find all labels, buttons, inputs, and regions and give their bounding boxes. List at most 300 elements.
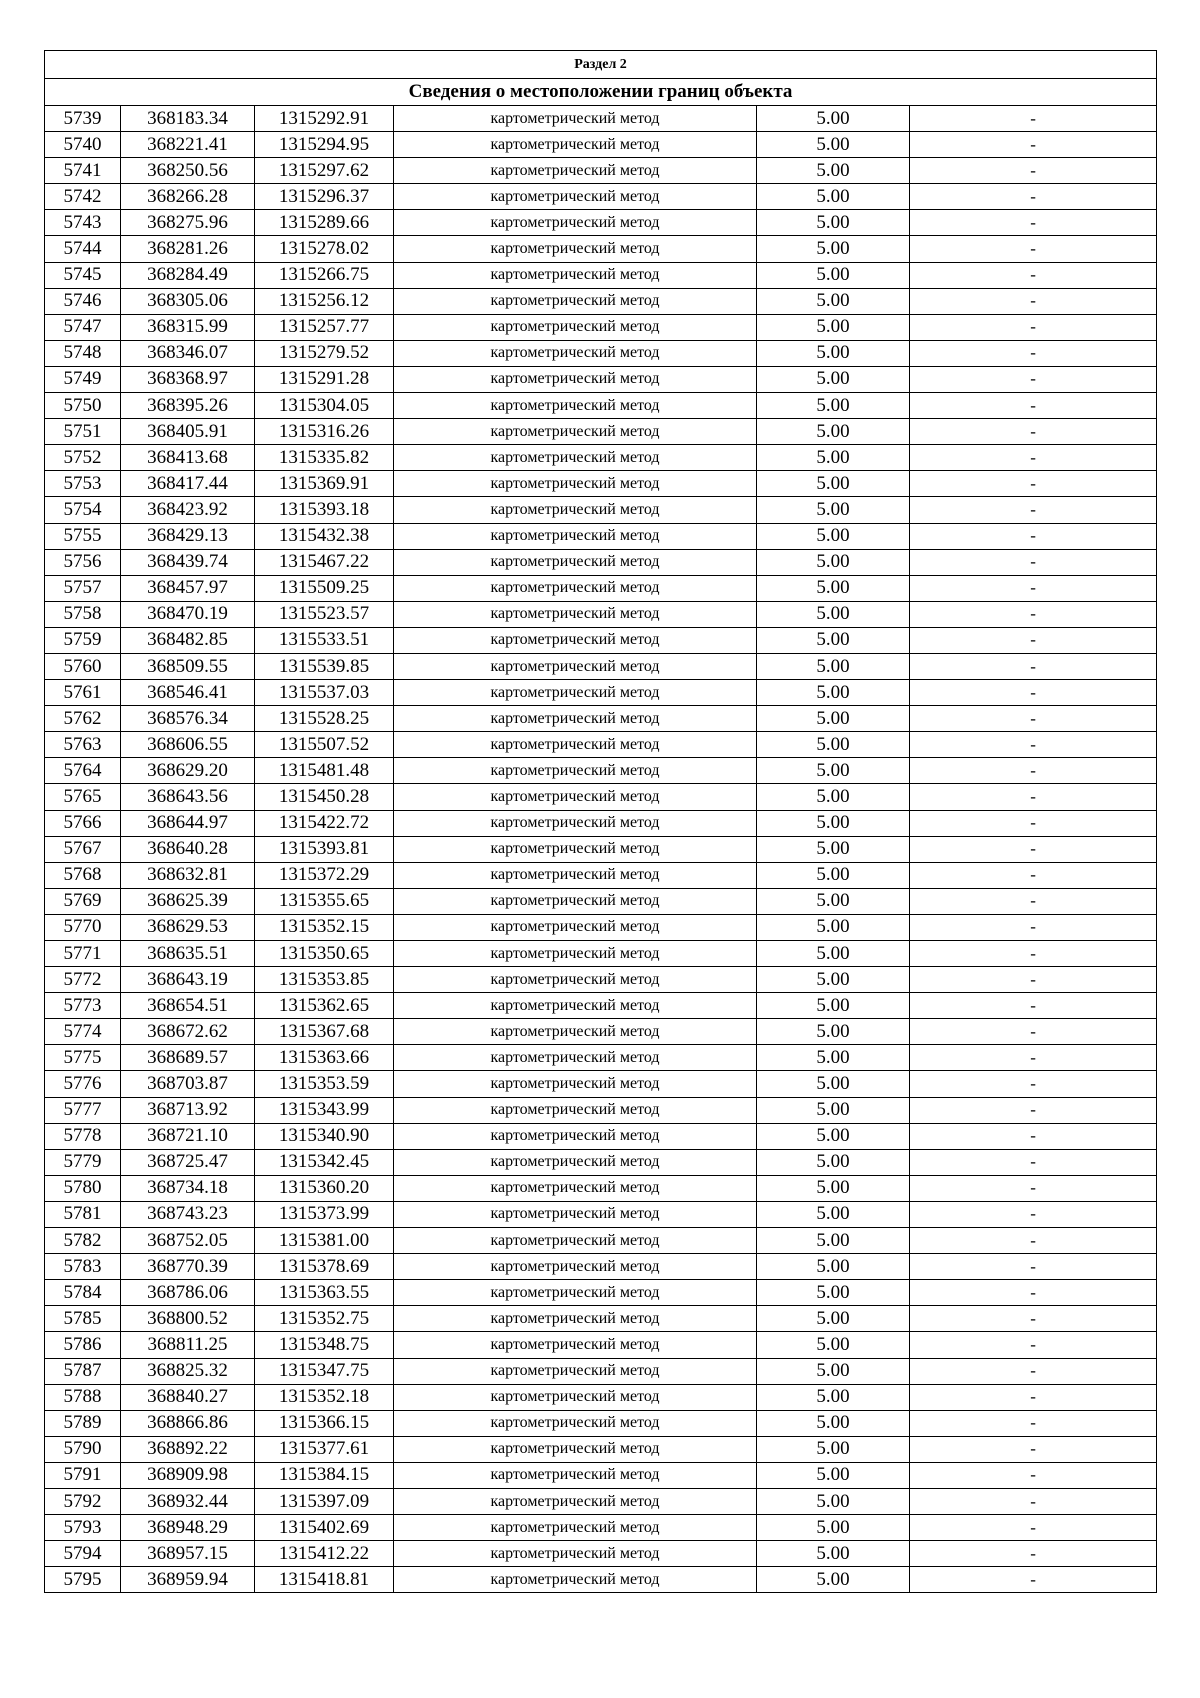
point-number-cell: 5794 [45,1541,121,1567]
y-coordinate-cell: 1315397.09 [255,1488,394,1514]
point-number-cell: 5784 [45,1280,121,1306]
table-row [45,1228,1157,1254]
accuracy-cell: 5.00 [757,888,910,914]
point-number-cell: 5779 [45,1149,121,1175]
title-header-row [45,79,1157,106]
accuracy-cell: 5.00 [757,575,910,601]
table-row [45,1384,1157,1410]
method-cell: картометрический метод [394,393,757,419]
method-cell: картометрический метод [394,184,757,210]
point-number-cell: 5754 [45,497,121,523]
method-cell: картометрический метод [394,1228,757,1254]
description-cell: - [910,653,1157,679]
method-cell: картометрический метод [394,627,757,653]
method-cell: картометрический метод [394,1488,757,1514]
description-cell: - [910,1384,1157,1410]
description-cell: - [910,888,1157,914]
x-coordinate-cell: 368643.56 [121,784,255,810]
description-cell: - [910,810,1157,836]
accuracy-cell: 5.00 [757,393,910,419]
method-cell: картометрический метод [394,1254,757,1280]
point-number-cell: 5786 [45,1332,121,1358]
method-cell: картометрический метод [394,340,757,366]
point-number-cell: 5778 [45,1123,121,1149]
accuracy-cell: 5.00 [757,1567,910,1593]
x-coordinate-cell: 368713.92 [121,1097,255,1123]
y-coordinate-cell: 1315294.95 [255,132,394,158]
accuracy-cell: 5.00 [757,523,910,549]
point-number-cell: 5776 [45,1071,121,1097]
description-cell: - [910,1175,1157,1201]
table-row [45,1149,1157,1175]
accuracy-cell: 5.00 [757,862,910,888]
y-coordinate-cell: 1315335.82 [255,445,394,471]
point-number-cell: 5740 [45,132,121,158]
accuracy-cell: 5.00 [757,340,910,366]
description-cell: - [910,836,1157,862]
accuracy-cell: 5.00 [757,1332,910,1358]
description-cell: - [910,1306,1157,1332]
table-row [45,967,1157,993]
method-cell: картометрический метод [394,1567,757,1593]
x-coordinate-cell: 368509.55 [121,653,255,679]
point-number-cell: 5751 [45,419,121,445]
table-row [45,549,1157,575]
y-coordinate-cell: 1315393.81 [255,836,394,862]
x-coordinate-cell: 368643.19 [121,967,255,993]
accuracy-cell: 5.00 [757,1175,910,1201]
y-coordinate-cell: 1315316.26 [255,419,394,445]
table-row [45,1201,1157,1227]
description-cell: - [910,1097,1157,1123]
method-cell: картометрический метод [394,810,757,836]
table-row [45,941,1157,967]
method-cell: картометрический метод [394,862,757,888]
table-body [45,51,1157,1593]
description-cell: - [910,1332,1157,1358]
x-coordinate-cell: 368576.34 [121,706,255,732]
table-row [45,1332,1157,1358]
method-cell: картометрический метод [394,601,757,627]
x-coordinate-cell: 368281.26 [121,236,255,262]
method-cell: картометрический метод [394,262,757,288]
x-coordinate-cell: 368439.74 [121,549,255,575]
table-row [45,158,1157,184]
point-number-cell: 5780 [45,1175,121,1201]
table-row [45,653,1157,679]
table-row [45,314,1157,340]
description-cell: - [910,1462,1157,1488]
x-coordinate-cell: 368482.85 [121,627,255,653]
table-title: Сведения о местоположении границ объекта [45,79,1157,106]
method-cell: картометрический метод [394,1123,757,1149]
accuracy-cell: 5.00 [757,1280,910,1306]
y-coordinate-cell: 1315292.91 [255,106,394,132]
y-coordinate-cell: 1315363.66 [255,1045,394,1071]
y-coordinate-cell: 1315450.28 [255,784,394,810]
method-cell: картометрический метод [394,575,757,601]
point-number-cell: 5755 [45,523,121,549]
y-coordinate-cell: 1315422.72 [255,810,394,836]
table-row [45,1175,1157,1201]
x-coordinate-cell: 368725.47 [121,1149,255,1175]
method-cell: картометрический метод [394,836,757,862]
point-number-cell: 5743 [45,210,121,236]
y-coordinate-cell: 1315353.85 [255,967,394,993]
y-coordinate-cell: 1315278.02 [255,236,394,262]
y-coordinate-cell: 1315256.12 [255,288,394,314]
description-cell: - [910,993,1157,1019]
method-cell: картометрический метод [394,1097,757,1123]
table-row [45,184,1157,210]
x-coordinate-cell: 368800.52 [121,1306,255,1332]
x-coordinate-cell: 368959.94 [121,1567,255,1593]
x-coordinate-cell: 368413.68 [121,445,255,471]
x-coordinate-cell: 368315.99 [121,314,255,340]
description-cell: - [910,1123,1157,1149]
method-cell: картометрический метод [394,132,757,158]
method-cell: картометрический метод [394,758,757,784]
y-coordinate-cell: 1315257.77 [255,314,394,340]
description-cell: - [910,523,1157,549]
y-coordinate-cell: 1315342.45 [255,1149,394,1175]
x-coordinate-cell: 368183.34 [121,106,255,132]
point-number-cell: 5762 [45,706,121,732]
table-row [45,471,1157,497]
description-cell: - [910,236,1157,262]
x-coordinate-cell: 368948.29 [121,1515,255,1541]
x-coordinate-cell: 368395.26 [121,393,255,419]
point-number-cell: 5748 [45,340,121,366]
description-cell: - [910,706,1157,732]
accuracy-cell: 5.00 [757,471,910,497]
x-coordinate-cell: 368644.97 [121,810,255,836]
description-cell: - [910,366,1157,392]
x-coordinate-cell: 368743.23 [121,1201,255,1227]
table-row [45,106,1157,132]
table-row [45,1488,1157,1514]
description-cell: - [910,210,1157,236]
y-coordinate-cell: 1315362.65 [255,993,394,1019]
table-row [45,732,1157,758]
x-coordinate-cell: 368932.44 [121,1488,255,1514]
accuracy-cell: 5.00 [757,1228,910,1254]
accuracy-cell: 5.00 [757,680,910,706]
method-cell: картометрический метод [394,210,757,236]
table-row [45,575,1157,601]
x-coordinate-cell: 368840.27 [121,1384,255,1410]
accuracy-cell: 5.00 [757,601,910,627]
x-coordinate-cell: 368654.51 [121,993,255,1019]
point-number-cell: 5757 [45,575,121,601]
x-coordinate-cell: 368866.86 [121,1410,255,1436]
point-number-cell: 5750 [45,393,121,419]
y-coordinate-cell: 1315350.65 [255,941,394,967]
method-cell: картометрический метод [394,993,757,1019]
point-number-cell: 5768 [45,862,121,888]
x-coordinate-cell: 368629.20 [121,758,255,784]
x-coordinate-cell: 368221.41 [121,132,255,158]
method-cell: картометрический метод [394,236,757,262]
point-number-cell: 5770 [45,914,121,940]
table-row [45,1306,1157,1332]
x-coordinate-cell: 368470.19 [121,601,255,627]
accuracy-cell: 5.00 [757,314,910,340]
accuracy-cell: 5.00 [757,1097,910,1123]
method-cell: картометрический метод [394,1149,757,1175]
accuracy-cell: 5.00 [757,914,910,940]
table-row [45,810,1157,836]
description-cell: - [910,732,1157,758]
description-cell: - [910,497,1157,523]
y-coordinate-cell: 1315340.90 [255,1123,394,1149]
y-coordinate-cell: 1315418.81 [255,1567,394,1593]
accuracy-cell: 5.00 [757,1071,910,1097]
accuracy-cell: 5.00 [757,627,910,653]
y-coordinate-cell: 1315369.91 [255,471,394,497]
table-row [45,497,1157,523]
description-cell: - [910,601,1157,627]
accuracy-cell: 5.00 [757,132,910,158]
table-row [45,1567,1157,1593]
method-cell: картометрический метод [394,784,757,810]
point-number-cell: 5763 [45,732,121,758]
point-number-cell: 5774 [45,1019,121,1045]
x-coordinate-cell: 368275.96 [121,210,255,236]
description-cell: - [910,1410,1157,1436]
x-coordinate-cell: 368423.92 [121,497,255,523]
accuracy-cell: 5.00 [757,732,910,758]
y-coordinate-cell: 1315523.57 [255,601,394,627]
description-cell: - [910,862,1157,888]
table-row [45,340,1157,366]
table-row [45,262,1157,288]
accuracy-cell: 5.00 [757,262,910,288]
description-cell: - [910,1254,1157,1280]
accuracy-cell: 5.00 [757,1384,910,1410]
accuracy-cell: 5.00 [757,784,910,810]
accuracy-cell: 5.00 [757,653,910,679]
method-cell: картометрический метод [394,653,757,679]
description-cell: - [910,1071,1157,1097]
description-cell: - [910,262,1157,288]
accuracy-cell: 5.00 [757,445,910,471]
point-number-cell: 5767 [45,836,121,862]
description-cell: - [910,1567,1157,1593]
accuracy-cell: 5.00 [757,836,910,862]
x-coordinate-cell: 368629.53 [121,914,255,940]
table-row [45,445,1157,471]
description-cell: - [910,1201,1157,1227]
table-row [45,1541,1157,1567]
x-coordinate-cell: 368689.57 [121,1045,255,1071]
description-cell: - [910,471,1157,497]
coordinates-table [44,50,1157,1593]
table-row [45,758,1157,784]
method-cell: картометрический метод [394,1045,757,1071]
method-cell: картометрический метод [394,366,757,392]
accuracy-cell: 5.00 [757,1045,910,1071]
description-cell: - [910,340,1157,366]
point-number-cell: 5765 [45,784,121,810]
point-number-cell: 5739 [45,106,121,132]
accuracy-cell: 5.00 [757,993,910,1019]
method-cell: картометрический метод [394,314,757,340]
method-cell: картометрический метод [394,471,757,497]
accuracy-cell: 5.00 [757,1436,910,1462]
y-coordinate-cell: 1315378.69 [255,1254,394,1280]
method-cell: картометрический метод [394,706,757,732]
x-coordinate-cell: 368892.22 [121,1436,255,1462]
x-coordinate-cell: 368546.41 [121,680,255,706]
y-coordinate-cell: 1315377.61 [255,1436,394,1462]
y-coordinate-cell: 1315393.18 [255,497,394,523]
table-row [45,1410,1157,1436]
y-coordinate-cell: 1315353.59 [255,1071,394,1097]
point-number-cell: 5759 [45,627,121,653]
accuracy-cell: 5.00 [757,236,910,262]
point-number-cell: 5793 [45,1515,121,1541]
table-row [45,288,1157,314]
x-coordinate-cell: 368405.91 [121,419,255,445]
description-cell: - [910,393,1157,419]
description-cell: - [910,1541,1157,1567]
point-number-cell: 5785 [45,1306,121,1332]
table-row [45,862,1157,888]
method-cell: картометрический метод [394,1515,757,1541]
accuracy-cell: 5.00 [757,1488,910,1514]
description-cell: - [910,1436,1157,1462]
method-cell: картометрический метод [394,1306,757,1332]
method-cell: картометрический метод [394,445,757,471]
accuracy-cell: 5.00 [757,706,910,732]
description-cell: - [910,758,1157,784]
table-row [45,419,1157,445]
description-cell: - [910,1228,1157,1254]
accuracy-cell: 5.00 [757,967,910,993]
accuracy-cell: 5.00 [757,549,910,575]
y-coordinate-cell: 1315296.37 [255,184,394,210]
section-header-row [45,51,1157,79]
point-number-cell: 5790 [45,1436,121,1462]
y-coordinate-cell: 1315348.75 [255,1332,394,1358]
description-cell: - [910,575,1157,601]
point-number-cell: 5782 [45,1228,121,1254]
accuracy-cell: 5.00 [757,1149,910,1175]
point-number-cell: 5788 [45,1384,121,1410]
method-cell: картометрический метод [394,1019,757,1045]
x-coordinate-cell: 368250.56 [121,158,255,184]
point-number-cell: 5764 [45,758,121,784]
point-number-cell: 5769 [45,888,121,914]
accuracy-cell: 5.00 [757,941,910,967]
point-number-cell: 5747 [45,314,121,340]
method-cell: картометрический метод [394,106,757,132]
accuracy-cell: 5.00 [757,1358,910,1384]
method-cell: картометрический метод [394,1175,757,1201]
y-coordinate-cell: 1315384.15 [255,1462,394,1488]
accuracy-cell: 5.00 [757,1410,910,1436]
y-coordinate-cell: 1315352.18 [255,1384,394,1410]
point-number-cell: 5783 [45,1254,121,1280]
y-coordinate-cell: 1315347.75 [255,1358,394,1384]
table-row [45,1436,1157,1462]
description-cell: - [910,184,1157,210]
point-number-cell: 5749 [45,366,121,392]
point-number-cell: 5761 [45,680,121,706]
table-row [45,706,1157,732]
table-row [45,393,1157,419]
accuracy-cell: 5.00 [757,1462,910,1488]
y-coordinate-cell: 1315507.52 [255,732,394,758]
point-number-cell: 5766 [45,810,121,836]
point-number-cell: 5795 [45,1567,121,1593]
table-row [45,1515,1157,1541]
table-row [45,1071,1157,1097]
point-number-cell: 5775 [45,1045,121,1071]
point-number-cell: 5789 [45,1410,121,1436]
method-cell: картометрический метод [394,1436,757,1462]
y-coordinate-cell: 1315381.00 [255,1228,394,1254]
table-row [45,1097,1157,1123]
accuracy-cell: 5.00 [757,758,910,784]
method-cell: картометрический метод [394,967,757,993]
y-coordinate-cell: 1315373.99 [255,1201,394,1227]
y-coordinate-cell: 1315372.29 [255,862,394,888]
x-coordinate-cell: 368811.25 [121,1332,255,1358]
description-cell: - [910,1045,1157,1071]
x-coordinate-cell: 368770.39 [121,1254,255,1280]
y-coordinate-cell: 1315289.66 [255,210,394,236]
table-row [45,784,1157,810]
x-coordinate-cell: 368346.07 [121,340,255,366]
table-row [45,1254,1157,1280]
y-coordinate-cell: 1315412.22 [255,1541,394,1567]
point-number-cell: 5792 [45,1488,121,1514]
table-row [45,1280,1157,1306]
y-coordinate-cell: 1315352.15 [255,914,394,940]
description-cell: - [910,784,1157,810]
description-cell: - [910,967,1157,993]
table-row [45,627,1157,653]
table-row [45,1019,1157,1045]
description-cell: - [910,1515,1157,1541]
table-row [45,914,1157,940]
method-cell: картометрический метод [394,1410,757,1436]
accuracy-cell: 5.00 [757,1515,910,1541]
accuracy-cell: 5.00 [757,497,910,523]
method-cell: картометрический метод [394,1358,757,1384]
method-cell: картометрический метод [394,1280,757,1306]
description-cell: - [910,419,1157,445]
x-coordinate-cell: 368672.62 [121,1019,255,1045]
method-cell: картометрический метод [394,523,757,549]
point-number-cell: 5781 [45,1201,121,1227]
description-cell: - [910,549,1157,575]
accuracy-cell: 5.00 [757,1541,910,1567]
table-row [45,601,1157,627]
point-number-cell: 5742 [45,184,121,210]
method-cell: картометрический метод [394,941,757,967]
accuracy-cell: 5.00 [757,184,910,210]
x-coordinate-cell: 368625.39 [121,888,255,914]
table-row [45,680,1157,706]
x-coordinate-cell: 368786.06 [121,1280,255,1306]
accuracy-cell: 5.00 [757,210,910,236]
x-coordinate-cell: 368305.06 [121,288,255,314]
method-cell: картометрический метод [394,680,757,706]
x-coordinate-cell: 368640.28 [121,836,255,862]
